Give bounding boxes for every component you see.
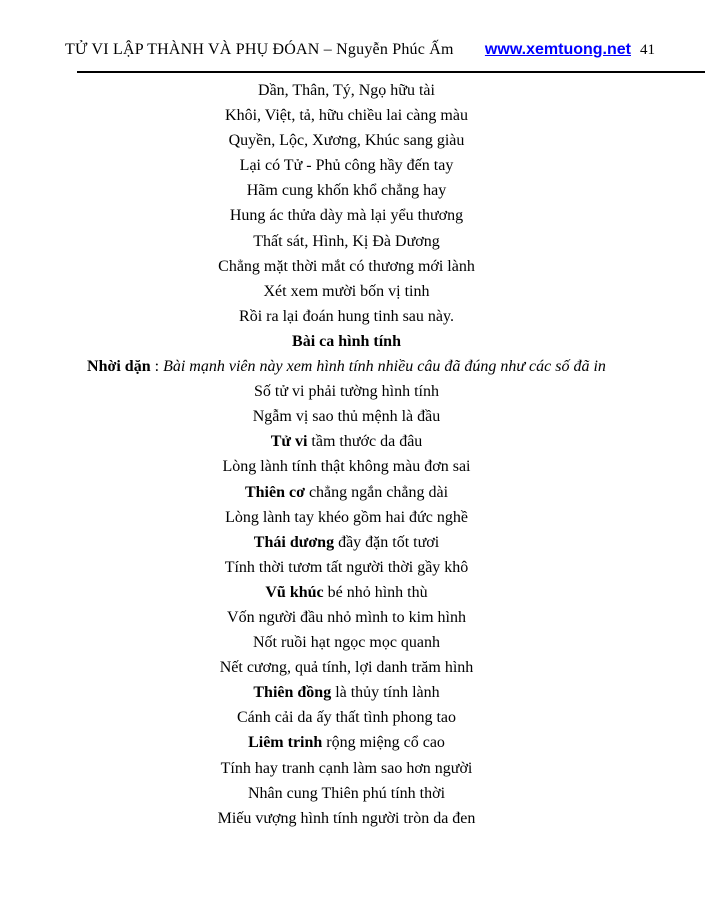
poem-line: [0, 756, 693, 781]
line-segment: Lòng lành tính thật không màu đơn sai: [222, 458, 471, 476]
line-segment: Nốt ruồi hạt ngọc mọc quanh: [252, 634, 441, 652]
line-segment: Tính thời tươm tất người thời gầy khô: [224, 558, 469, 576]
section-heading: [0, 329, 693, 354]
header-right-group: [485, 41, 655, 59]
line-segment: Thiên đồng: [253, 684, 332, 702]
line-segment: Dần, Thân, Tý, Ngọ hữu tài: [258, 82, 435, 99]
line-segment: đầy đặn tốt tươi: [334, 533, 440, 551]
line-segment: Xét xem mười bốn vị tinh: [263, 282, 430, 300]
poem-line: [0, 128, 693, 153]
line-segment: Tử vi: [270, 433, 308, 451]
line-segment: rộng miệng cổ cao: [322, 734, 445, 752]
line-segment: Rồi ra lại đoán hung tinh sau này.: [239, 307, 454, 325]
line-segment: Vũ khúc: [265, 583, 324, 601]
line-segment: Quyền, Lộc, Xương, Khúc sang giàu: [228, 132, 465, 150]
line-segment: Lại có Tử - Phủ công hầy đến tay: [239, 157, 454, 175]
note-line: [0, 354, 693, 379]
poem-line: [0, 555, 693, 580]
line-segment: Thiên cơ: [244, 483, 305, 501]
line-segment: Ngẫm vị sao thủ mệnh là đầu: [252, 408, 441, 426]
website-link[interactable]: www.xemtuong.net: [484, 41, 631, 58]
poem-line: [0, 680, 693, 705]
poem-line: [0, 655, 693, 680]
poem-line: [0, 630, 693, 655]
poem-line: [0, 229, 693, 254]
poem-line: [0, 580, 693, 605]
poem-line: [0, 78, 693, 103]
header-divider: [77, 71, 705, 73]
document-title: TỬ VI LẬP THÀNH VÀ PHỤ ĐÓAN – Nguyễn Phúc Ấm: [65, 41, 454, 58]
line-segment: chẳng ngắn chẳng dài: [304, 483, 449, 501]
line-segment: Khôi, Việt, tả, hữu chiều lai càng màu: [225, 107, 468, 125]
line-segment: là thủy tính lành: [331, 684, 440, 702]
poem-line: [0, 781, 693, 806]
line-segment: Thái dương: [253, 533, 335, 551]
line-segment: Bài ca hình tính: [292, 332, 401, 350]
poem-line: [0, 153, 693, 178]
line-segment: Thất sát, Hình, Kị Đà Dương: [253, 232, 440, 250]
line-segment: bé nhỏ hình thù: [323, 583, 428, 601]
poem-line: [0, 203, 693, 228]
line-segment: Nết cương, quả tính, lợi danh trăm hình: [219, 659, 474, 677]
line-segment: Vốn người đầu nhỏ mình to kim hình: [227, 608, 466, 626]
poem-body: [0, 78, 693, 831]
poem-line: [0, 379, 693, 404]
poem-line: [0, 279, 693, 304]
poem-line: [0, 178, 693, 203]
line-segment: tầm thước da đâu: [307, 433, 423, 451]
poem-line: [0, 480, 693, 505]
poem-line: [0, 404, 693, 429]
poem-line: [0, 806, 693, 831]
poem-line: [0, 705, 693, 730]
poem-line: [0, 304, 693, 329]
line-segment: Bài mạnh viên này xem hình tính nhiều câu đã đúng như các số đã in: [163, 358, 606, 376]
poem-line: [0, 505, 693, 530]
line-segment: Số tử vi phải tường hình tính: [254, 383, 439, 401]
page-number: 41: [640, 42, 655, 58]
line-segment: Chẳng mặt thời mắt có thương mới lành: [218, 257, 475, 275]
line-segment: Miếu vượng hình tính người tròn da đen: [217, 809, 476, 827]
line-segment: Lòng lành tay khéo gồm hai đức nghề: [225, 508, 468, 526]
line-segment: Hãm cung khốn khổ chẳng hay: [246, 182, 447, 200]
line-segment: Nhời dặn: [87, 358, 151, 376]
line-segment: Tính hay tranh cạnh làm sao hơn người: [220, 759, 473, 777]
poem-line: [0, 254, 693, 279]
line-segment: Liêm trinh: [248, 734, 323, 752]
poem-line: [0, 454, 693, 479]
line-segment: Nhân cung Thiên phú tính thời: [247, 784, 446, 802]
line-segment: :: [150, 358, 164, 376]
poem-line: [0, 429, 693, 454]
poem-line: [0, 605, 693, 630]
line-segment: Cánh cải da ấy thất tình phong tao: [236, 709, 457, 727]
line-segment: Hung ác thửa dày mà lại yểu thương: [229, 207, 464, 225]
poem-line: [0, 103, 693, 128]
poem-line: [0, 530, 693, 555]
page-header: [65, 41, 655, 59]
poem-line: [0, 730, 693, 755]
